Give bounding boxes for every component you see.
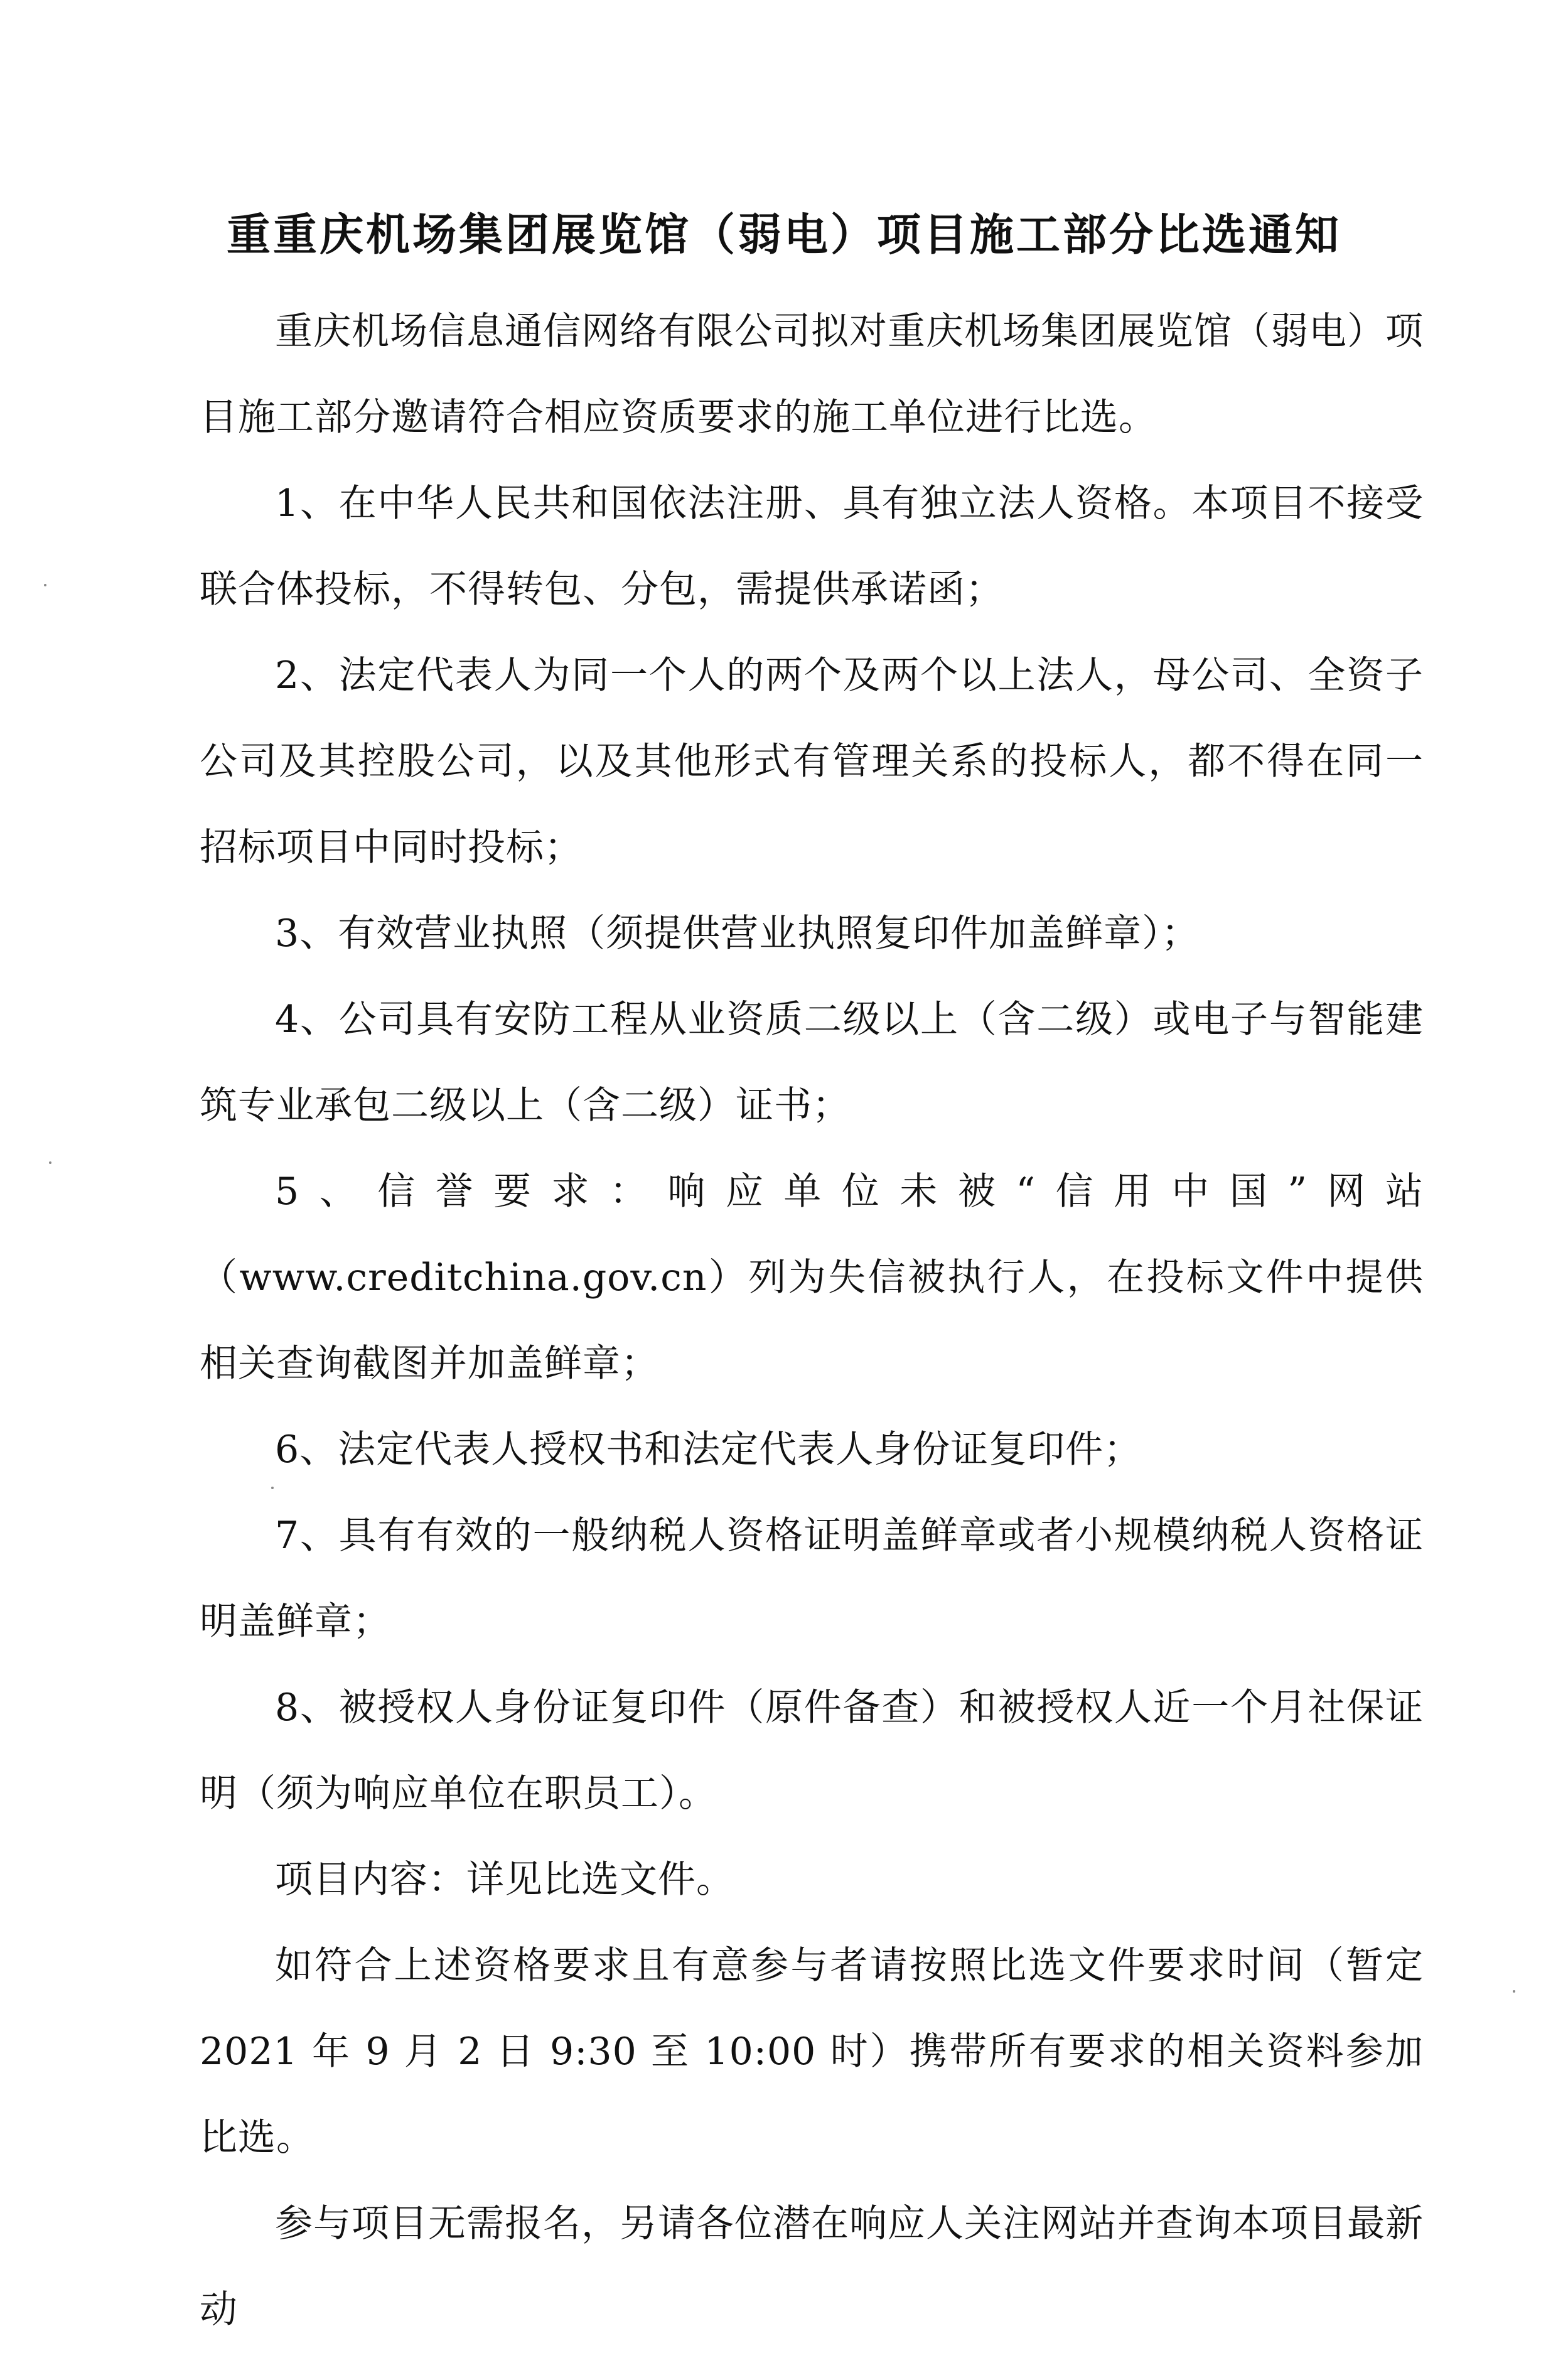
scan-speck [271, 1487, 274, 1489]
document-body [200, 289, 1424, 2353]
intro-paragraph: 重庆机场信息通信网络有限公司拟对重庆机场集团展览馆（弱电）项目施工部分邀请符合相应资质要求的施工单位进行比选。 [200, 310, 1424, 439]
requirement-8: 8、被授权人身份证复印件（原件备查）和被授权人近一个月社保证明（须为响应单位在职员工）。 [200, 1686, 1424, 1816]
requirement-7: 7、具有有效的一般纳税人资格证明盖鲜章或者小规模纳税人资格证明盖鲜章； [200, 1514, 1424, 1644]
scan-speck [49, 1161, 51, 1164]
requirement-3: 3、有效营业执照（须提供营业执照复印件加盖鲜章）； [275, 912, 1200, 956]
requirement-6: 6、法定代表人授权书和法定代表人身份证复印件； [275, 1428, 1142, 1472]
project-content: 项目内容：详见比选文件。 [275, 1858, 734, 1902]
schedule-paragraph: 如符合上述资格要求且有意参与者请按照比选文件要求时间（暂定 2021 年 9 月 2 日 9:30 至 10:00 时）携带所有要求的相关资料参加比选。 [200, 1944, 1424, 2160]
closing-paragraph: 参与项目无需报名，另请各位潜在响应人关注网站并查询本项目最新动 [200, 2202, 1424, 2332]
scan-speck [1513, 1990, 1515, 1993]
page-title: 重重庆机场集团展览馆（弱电）项目施工部分比选通知 [227, 209, 1341, 261]
requirement-2: 2、法定代表人为同一个人的两个及两个以上法人，母公司、全资子公司及其控股公司，以及其他形式有管理关系的投标人，都不得在同一招标项目中同时投标； [200, 654, 1424, 870]
requirement-4: 4、公司具有安防工程从业资质二级以上（含二级）或电子与智能建筑专业承包二级以上（含二级）证书； [200, 998, 1424, 1128]
requirement-1: 1、在中华人民共和国依法注册、具有独立法人资格。本项目不接受联合体投标，不得转包、分包，需提供承诺函； [200, 482, 1424, 611]
scan-speck [44, 584, 46, 586]
requirement-5: 5、信誉要求：响应单位未被“信用中国”网站（www.creditchina.gov.cn）列为失信被执行人，在投标文件中提供相关查询截图并加盖鲜章； [200, 1170, 1424, 1386]
